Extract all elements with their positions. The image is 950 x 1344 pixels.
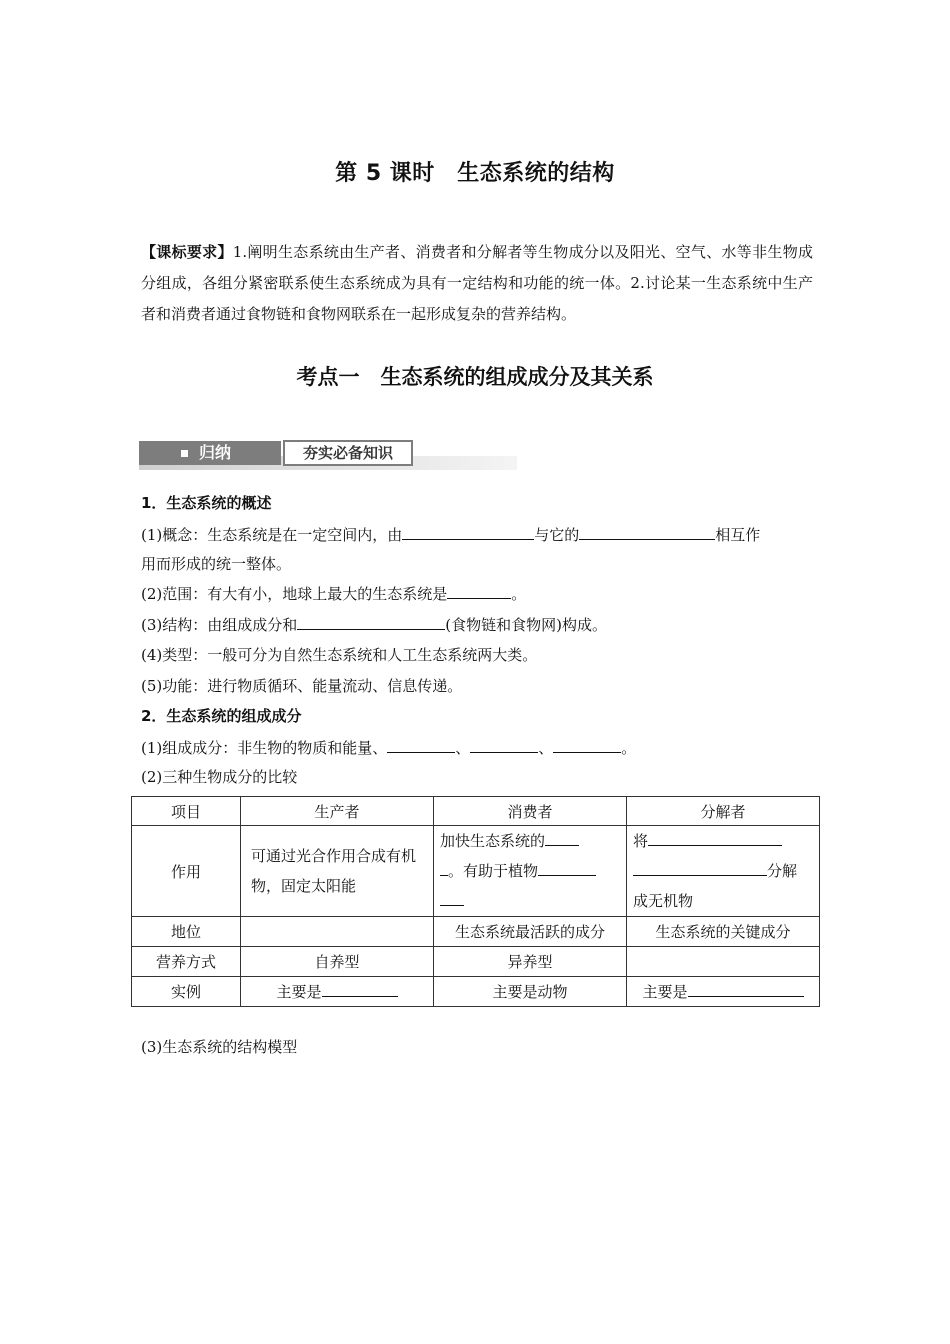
table-header-row <box>132 797 820 826</box>
standard-label: 【课标要求】 <box>141 243 233 261</box>
fill-blank[interactable] <box>322 981 398 997</box>
heading-overview: 1．生态系统的概述 <box>141 494 272 512</box>
header-producer: 生产者 <box>241 797 434 826</box>
cell-consumer-nutrition: 异养型 <box>434 947 627 977</box>
standard-text: 1.阐明生态系统由生产者、消费者和分解者等生物成分以及阳光、空气、水等非生物成分组成，各组分紧密联系使生态系统成为具有一定结构和功能的统一体。2.讨论某一生态系统中生产者和消费者通过食物链和食物网联系在一起形成复杂的营养结构。 <box>141 243 813 323</box>
heading-composition: 2．生态系统的组成成分 <box>141 707 302 725</box>
concept-line-2: 用而形成的统一整体。 <box>141 555 292 573</box>
concept-text-b: 与它的 <box>534 526 580 544</box>
fill-blank[interactable] <box>648 830 782 846</box>
table-row-nutrition <box>132 947 820 977</box>
page-title: 第 5 课时 生态系统的结构 <box>335 161 615 186</box>
concept-line <box>141 524 813 545</box>
header-decomposer: 分解者 <box>627 797 820 826</box>
fill-blank[interactable] <box>538 860 596 876</box>
row-label-example: 实例 <box>132 977 241 1007</box>
fill-blank[interactable] <box>387 737 455 753</box>
cell-decomposer-role <box>627 826 820 917</box>
range-end: 。 <box>511 585 527 603</box>
comparison-table <box>131 796 820 1007</box>
cell-consumer-role <box>434 826 627 917</box>
banner-dark-block <box>139 441 281 465</box>
cell-consumer-example: 主要是动物 <box>434 977 627 1007</box>
composition-end: 。 <box>621 739 637 757</box>
fill-blank[interactable] <box>470 737 538 753</box>
cell-decomposer-nutrition <box>627 947 820 977</box>
summary-banner <box>139 438 517 470</box>
table-row-role <box>132 826 820 917</box>
function-line: (5)功能：进行物质循环、能量流动、信息传递。 <box>141 677 463 695</box>
separator: 、 <box>455 739 471 757</box>
structure-line <box>141 614 813 635</box>
header-item: 项目 <box>132 797 241 826</box>
consumer-role-text-a: 加快生态系统的 <box>440 832 546 850</box>
concept-text-a: (1)概念：生态系统是在一定空间内，由 <box>141 526 403 544</box>
range-line <box>141 583 813 604</box>
section-title: 考点一 生态系统的组成成分及其关系 <box>296 365 654 389</box>
cell-decomposer-example <box>627 977 820 1007</box>
range-text: (2)范围：有大有小，地球上最大的生态系统是 <box>141 585 448 603</box>
header-consumer: 消费者 <box>434 797 627 826</box>
decomposer-role-text-b: 分解 <box>767 862 798 880</box>
concept-text-c: 相互作 <box>715 526 761 544</box>
composition-line <box>141 737 813 758</box>
banner-box-label: 夯实必备知识 <box>283 440 413 466</box>
producer-example-text: 主要是 <box>276 983 322 1001</box>
fill-blank[interactable] <box>297 614 445 630</box>
fill-blank[interactable] <box>440 890 464 906</box>
cell-consumer-status: 生态系统最活跃的成分 <box>434 917 627 947</box>
fill-blank[interactable] <box>579 524 715 540</box>
type-line: (4)类型：一般可分为自然生态系统和人工生态系统两大类。 <box>141 646 538 664</box>
consumer-role-text-b: 。有助于植物 <box>448 862 539 880</box>
structure-text-b: (食物链和食物网)构成。 <box>445 616 607 634</box>
cell-producer-example <box>241 977 434 1007</box>
fill-blank[interactable] <box>447 583 511 599</box>
row-label-status: 地位 <box>132 917 241 947</box>
fill-blank[interactable] <box>440 860 448 876</box>
fill-blank[interactable] <box>688 981 804 997</box>
fill-blank[interactable] <box>545 830 579 846</box>
cell-producer-nutrition: 自养型 <box>241 947 434 977</box>
table-row-example <box>132 977 820 1007</box>
curriculum-standard <box>141 237 813 330</box>
fill-blank[interactable] <box>553 737 621 753</box>
fill-blank[interactable] <box>633 860 767 876</box>
decomposer-example-text: 主要是 <box>642 983 688 1001</box>
row-label-nutrition: 营养方式 <box>132 947 241 977</box>
cell-decomposer-status: 生态系统的关键成分 <box>627 917 820 947</box>
banner-dark-label: 归纳 <box>199 443 232 462</box>
cell-producer-status <box>241 917 434 947</box>
row-label-role: 作用 <box>132 826 241 917</box>
structure-text-a: (3)结构：由组成成分和 <box>141 616 298 634</box>
table-row-status <box>132 917 820 947</box>
decomposer-role-text-c: 成无机物 <box>633 892 694 910</box>
compare-label: (2)三种生物成分的比较 <box>141 768 298 786</box>
decomposer-role-text-a: 将 <box>633 832 649 850</box>
model-label: (3)生态系统的结构模型 <box>141 1038 298 1056</box>
square-icon <box>181 450 188 457</box>
composition-text: (1)组成成分：非生物的物质和能量、 <box>141 739 388 757</box>
cell-producer-role: 可通过光合作用合成有机物，固定太阳能 <box>241 826 434 917</box>
fill-blank[interactable] <box>402 524 534 540</box>
separator: 、 <box>538 739 554 757</box>
